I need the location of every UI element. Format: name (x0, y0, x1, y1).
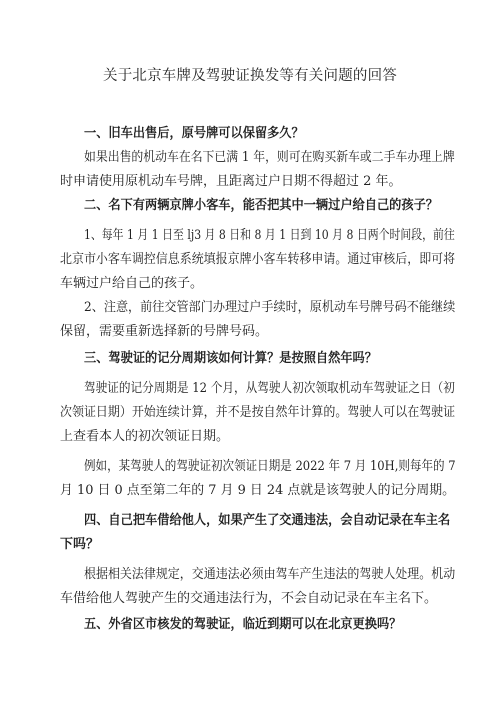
section-heading-line: 下吗？ (60, 537, 100, 552)
paragraph-line: 车辆过户给自己的孩子。 (60, 276, 204, 291)
paragraph-line: 2、注意，前往交管部门办理过户手续时，原机动车号牌号码不能继续 (84, 300, 456, 315)
section-heading-line: 二、名下有两辆京牌小客车，能否把其中一辆过户给自己的孩子？ (84, 198, 439, 213)
paragraph-line: 车借给他人驾驶产生的交通违法行为，不会自动记录在车主名下。 (60, 591, 438, 606)
paragraph-line: 月 10 日 0 点至第二年的 7 月 9 日 24 点就是该驾驶人的记分周期。 (60, 483, 456, 498)
paragraph-line: 保留，需要重新选择新的号牌号码。 (60, 324, 269, 339)
section-heading-line: 四、自己把车借给他人，如果产生了交通违法，会自动记录在车主名 (84, 513, 451, 528)
document-title: 关于北京车牌及驾驶证换发等有关问题的回答 (103, 68, 397, 84)
paragraph-line: 次领证日期）开始连续计算，并不是按自然年计算的。驾驶人可以在驾驶证 (60, 405, 456, 420)
paragraph-line: 驾驶证的记分周期是 12 个月，从驾驶人初次领取机动车驾驶证之日（初 (84, 381, 455, 396)
paragraph-line: 例如，某驾驶人的驾驶证初次领证日期是 2022 年 7 月 10H,则每年的 7 (84, 459, 456, 474)
section-heading-line: 三、驾驶证的记分周期该如何计算？是按照自然年吗？ (84, 351, 377, 366)
paragraph-line: 北京市小客车调控信息系统填报京牌小客车转移申请。通过审核后，即可将 (60, 252, 456, 267)
paragraph-line: 上查看本人的初次领证日期。 (60, 429, 230, 444)
section-heading-line: 五、外省区市核发的驾驶证，临近到期可以在北京更换吗？ (84, 617, 402, 632)
section-heading-line: 一、旧车出售后，原号牌可以保留多久？ (84, 126, 304, 141)
paragraph-line: 如果出售的机动车在名下已满 1 年，则可在购买新车或二手车办理上牌 (84, 150, 455, 165)
paragraph-line: 时申请使用原机动车号牌，且距离过户日期不得超过 2 年。 (60, 174, 402, 189)
paragraph-line: 根据相关法律规定，交通违法必须由驾车产生违法的驾驶人处理。机动 (84, 567, 456, 582)
paragraph-line: 1、每年 1 月 1 日至 lj3 月 8 日和 8 月 1 日到 10 月 8 日两个时间段，前往 (84, 228, 455, 243)
